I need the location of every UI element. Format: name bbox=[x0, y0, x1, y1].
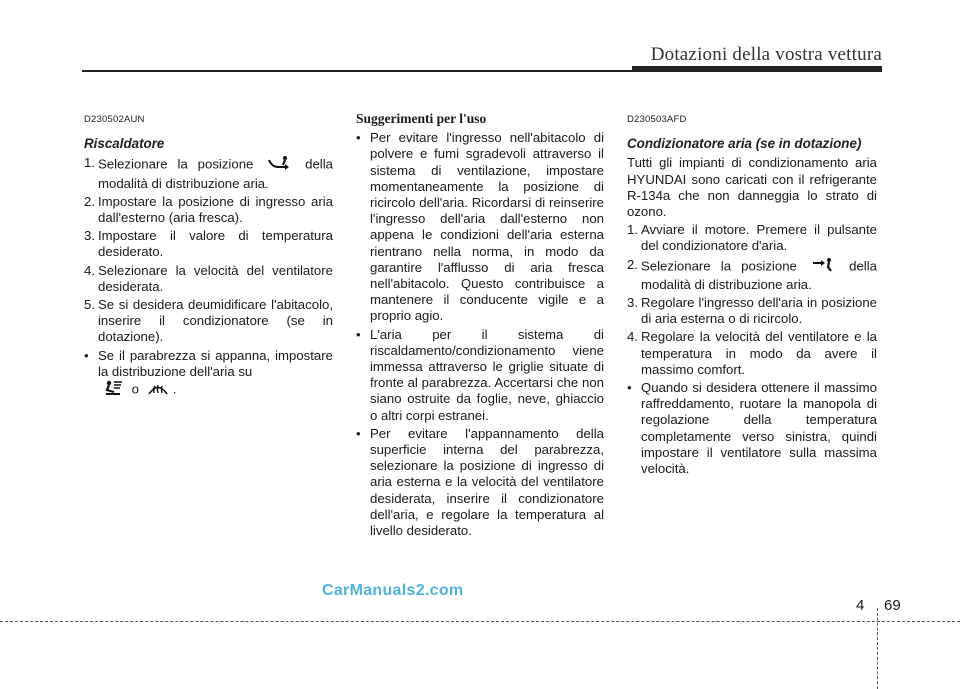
column-heater bbox=[84, 108, 333, 402]
face-airflow-icon bbox=[811, 257, 835, 277]
list-item: 5. Se si desidera deumidificare l'abitacolo, inserire il condizionatore (se in dotazione). bbox=[84, 297, 333, 345]
section-title: Suggerimenti per l'uso bbox=[356, 111, 487, 126]
list-item: 2. Selezionare la posizione della modalità di distribuzione aria. bbox=[627, 256, 877, 292]
section-title: Riscaldatore bbox=[84, 136, 165, 152]
section-code: D230502AUN bbox=[84, 114, 145, 125]
bullet-item: • Quando si desidera ottenere il massimo raffreddamento, ruotare la manopola di regolazione della temperatura completamente verso sinistra, quindi impostare il ventilatore sulla massima velocità. bbox=[627, 380, 877, 477]
list-item: 4. Regolare la velocità del ventilatore e la temperatura in modo da avere il massimo comfort. bbox=[627, 329, 877, 377]
bullet-item: • Per evitare l'appannamento della superficie interna del parabrezza, selezionare la posizione di ingresso di aria esterna e la velocità del ventilatore desiderata, inserire il condizionatore dell'aria, e regolare la temperatura al livello desiderato. bbox=[356, 425, 604, 539]
list-item: 3. Impostare il valore di temperatura desiderato. bbox=[84, 228, 333, 260]
list-item: 2. Impostare la posizione di ingresso aria dall'esterno (aria fresca). bbox=[84, 193, 333, 226]
bullet-item: • L'aria per il sistema di riscaldamento/condizionamento viene immessa attraverso le griglie situate di fronte al parabrezza. Accertarsi che non siano ostruite da foglie, neve, ghiaccio o altri corpi estranei. bbox=[356, 326, 604, 423]
footer-divider bbox=[877, 608, 878, 689]
running-header: Dotazioni della vostra vettura bbox=[650, 44, 882, 65]
feet-airflow-icon bbox=[267, 155, 291, 175]
list-item: 4. Selezionare la velocità del ventilatore desiderata. bbox=[84, 262, 333, 294]
bullet-item: • Per evitare l'ingresso nell'abitacolo di polvere e fumi sgradevoli attraverso il sistema di ventilazione, impostare momentaneamente la posizione di ricircolo dell'aria. Ricordarsi di reinserire l'ingresso dell'aria dall'esterno non appena le condizioni dell'aria esterna rientrano nella norma, in modo da garantire l'afflusso di aria fresca nell'abitacolo. Questo contribuisce a mantenere il conducente vigile e a proprio agio. bbox=[356, 130, 604, 324]
list-item: 1. Selezionare la posizione della modalità di distribuzione aria. bbox=[84, 155, 333, 191]
column-tips bbox=[356, 111, 604, 541]
section-code: D230503AFD bbox=[627, 114, 687, 125]
section-title: Condizionatore aria (se in dotazione) bbox=[627, 136, 862, 152]
intro-paragraph: Tutti gli impianti di condizionamento aria HYUNDAI sono caricati con il refrigerante R-134a che non danneggia lo strato di ozono. bbox=[627, 155, 877, 220]
chapter-number: 4 bbox=[856, 597, 865, 614]
header-rule bbox=[82, 70, 882, 72]
bullet-item: • Se il parabrezza si appanna, impostare la distribuzione dell'aria su o . bbox=[84, 348, 333, 401]
page-number: 69 bbox=[884, 597, 901, 614]
floor-defrost-icon bbox=[102, 380, 124, 400]
windshield-defrost-icon bbox=[147, 380, 169, 400]
watermark-link[interactable]: CarManuals2.com bbox=[322, 582, 464, 599]
footer-rule bbox=[0, 621, 960, 622]
column-air-conditioner bbox=[627, 108, 877, 479]
list-item: 3. Regolare l'ingresso dell'aria in posizione di aria esterna o di ricircolo. bbox=[627, 295, 877, 327]
list-item: 1. Avviare il motore. Premere il pulsante del condizionatore d'aria. bbox=[627, 222, 877, 254]
